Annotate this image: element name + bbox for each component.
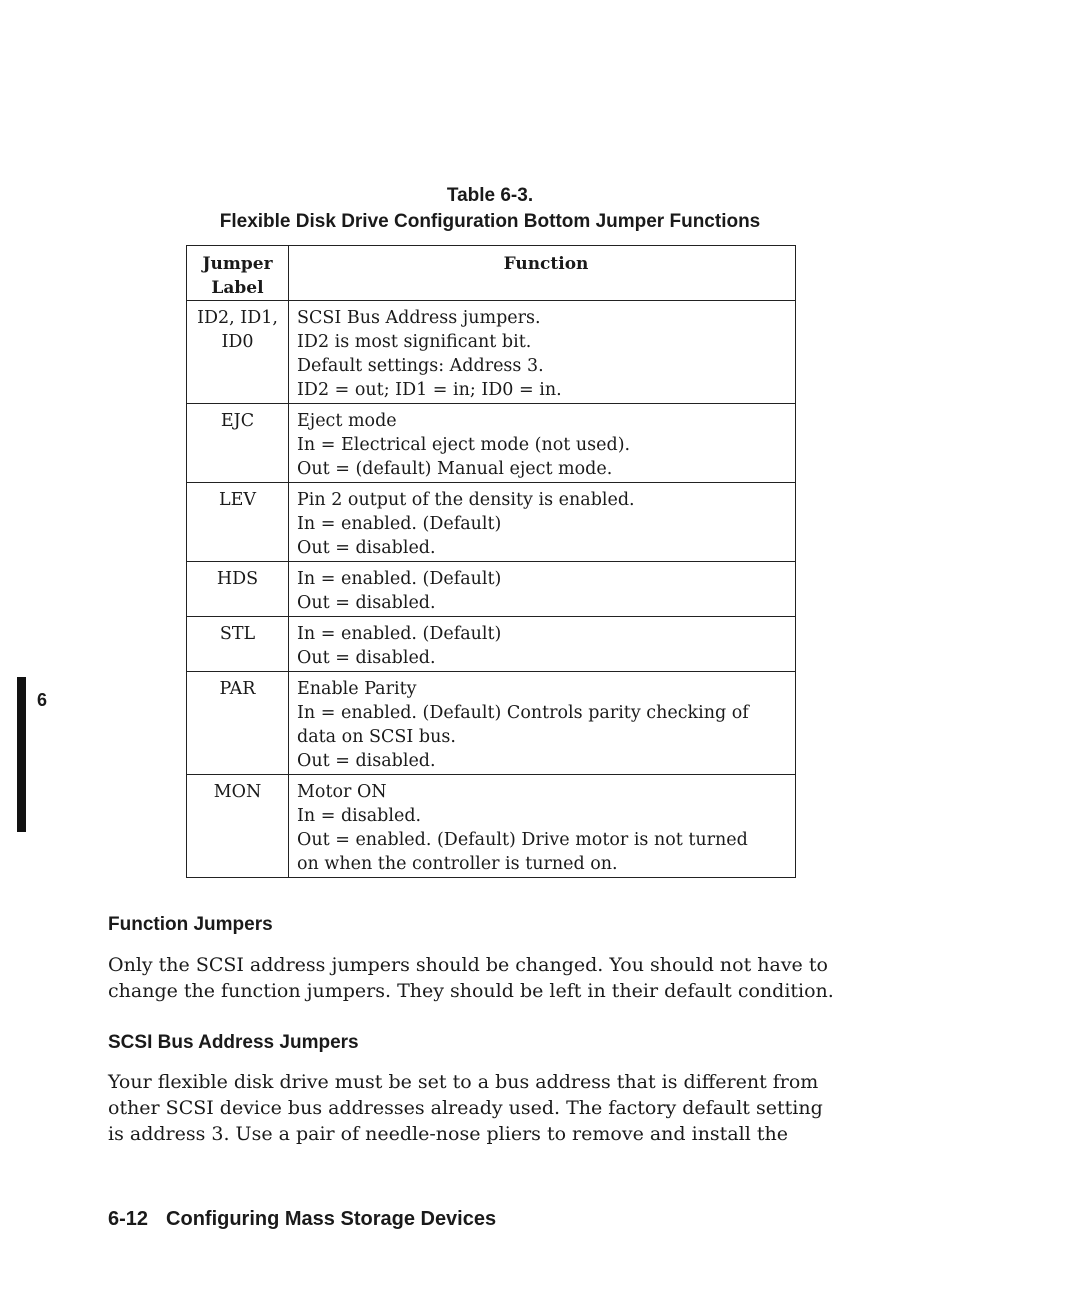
table-header-row [187, 246, 796, 301]
chapter-tab-bar [17, 677, 26, 832]
header-jumper-label: Jumper Label [187, 246, 289, 301]
jumper-functions-table [186, 245, 796, 878]
table-row [187, 672, 796, 775]
jumper-label-cell: PAR [187, 672, 289, 775]
table-number: Table 6-3. [446, 185, 534, 206]
function-cell: Pin 2 output of the density is enabled. In = enabled. (Default) Out = disabled. [289, 483, 796, 562]
function-cell: SCSI Bus Address jumpers. ID2 is most significant bit. Default settings: Address 3. ID2 = out; ID1 = in; ID0 = in. [289, 301, 796, 404]
paragraph-function-jumpers: Only the SCSI address jumpers should be changed. You should not have to change the function jumpers. They should be left in their default condition. [108, 954, 834, 1002]
jumper-label-cell: EJC [187, 404, 289, 483]
section-heading-scsi-bus-address: SCSI Bus Address Jumpers [108, 1032, 359, 1053]
jumper-label-cell: ID2, ID1, ID0 [187, 301, 289, 404]
header-function: Function [289, 246, 796, 301]
table-row [187, 775, 796, 878]
paragraph-scsi-bus-address: Your flexible disk drive must be set to a bus address that is different from other SCSI device bus addresses already used. The factory default setting is address 3. Use a pair of needle-nose pliers to remove and install the [108, 1071, 823, 1145]
jumper-label-cell: STL [187, 617, 289, 672]
jumper-label-cell: MON [187, 775, 289, 878]
table-row [187, 483, 796, 562]
function-cell: Enable Parity In = enabled. (Default) Controls parity checking of data on SCSI bus. Out = disabled. [289, 672, 796, 775]
table-row [187, 301, 796, 404]
function-cell: In = enabled. (Default) Out = disabled. [289, 617, 796, 672]
jumper-label-cell: LEV [187, 483, 289, 562]
function-cell: In = enabled. (Default) Out = disabled. [289, 562, 796, 617]
page-number: 6-12 [108, 1208, 149, 1230]
function-cell: Motor ON In = disabled. Out = enabled. (Default) Drive motor is not turned on when the controller is turned on. [289, 775, 796, 878]
chapter-tab-number: 6 [37, 690, 48, 710]
section-heading-function-jumpers: Function Jumpers [108, 914, 273, 935]
table-title: Flexible Disk Drive Configuration Bottom Jumper Functions [219, 211, 761, 232]
table-row [187, 562, 796, 617]
table-row [187, 617, 796, 672]
page-footer [108, 1208, 496, 1231]
table-row [187, 404, 796, 483]
chapter-title: Configuring Mass Storage Devices [166, 1208, 497, 1230]
jumper-label-cell: HDS [187, 562, 289, 617]
function-cell: Eject mode In = Electrical eject mode (not used). Out = (default) Manual eject mode. [289, 404, 796, 483]
